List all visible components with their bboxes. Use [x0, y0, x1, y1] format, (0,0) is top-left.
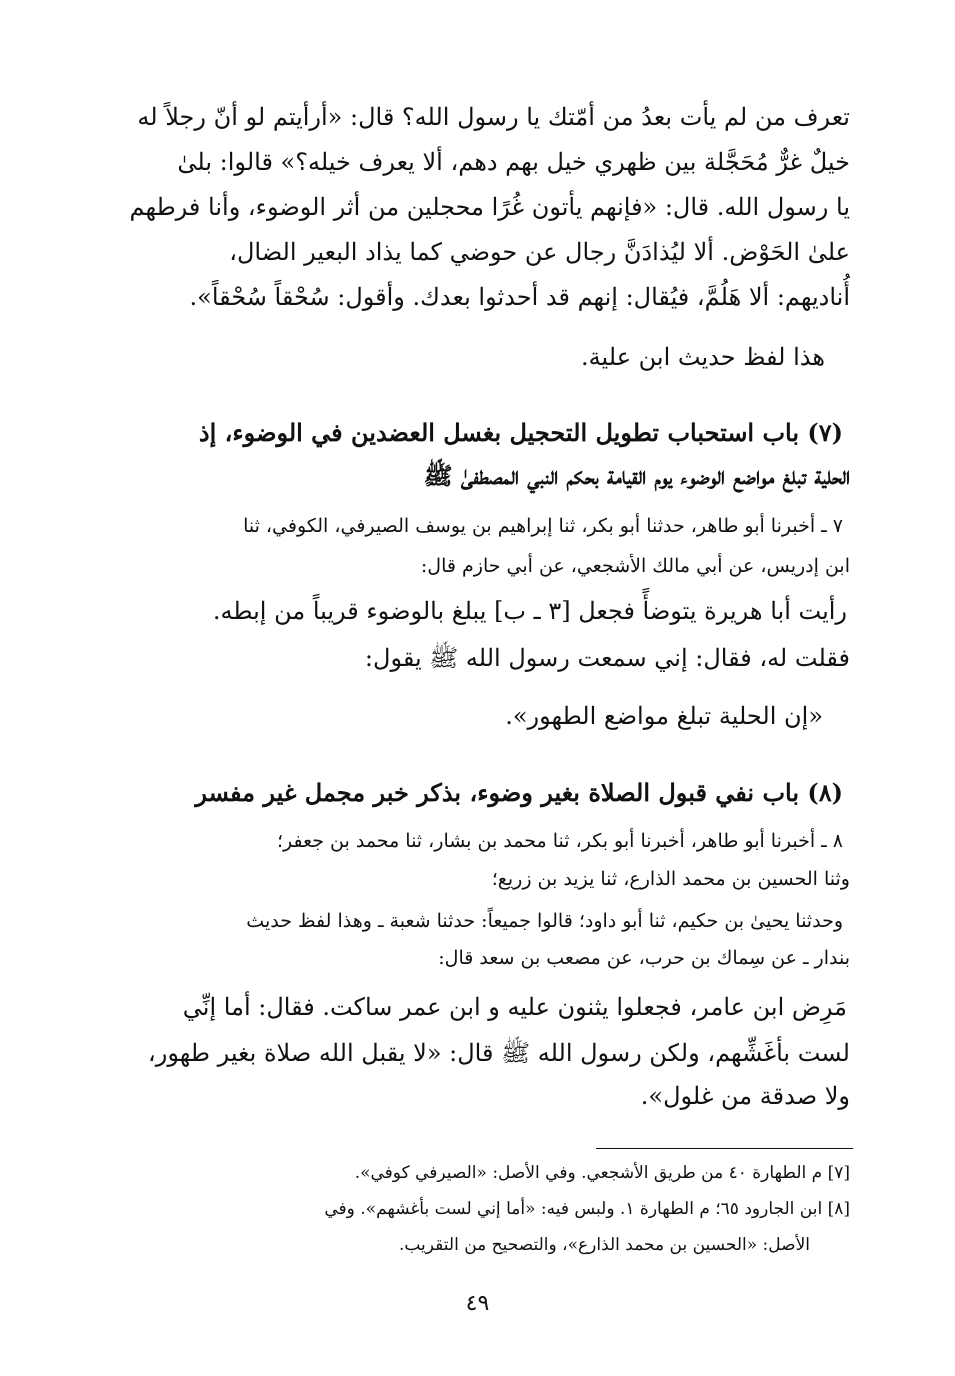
- paragraph-line: تعرف من لم يأت بعدُ من أمّتك يا رسول الله؟ قال: «أرأيتم لو أنّ رجلاً له: [137, 103, 850, 131]
- hadith-line: فقلت له، فقال: إني سمعت رسول الله ﷺ يقول:: [364, 644, 850, 672]
- hadith-line: ولا صدقة من غلول».: [640, 1082, 850, 1110]
- paragraph-line: يا رسول الله. قال: «فإنهم يأتون غُرًا محجلين من أثر الوضوء، وأنا فرطهم: [129, 193, 850, 221]
- paragraph-line: علىٰ الحَوْض. ألا ليُذادَنَّ رجال عن حوضي كما يذاد البعير الضال،: [229, 238, 850, 266]
- isnad-line: وحدثنا يحيىٰ بن حكيم، ثنا أبو داود؛ قالوا جميعاً: حدثنا شعبة ـ وهذا لفظ حديث: [246, 910, 843, 932]
- paragraph-closing: هذا لفظ حديث ابن علية.: [581, 343, 825, 371]
- isnad-line: ابن إدريس، عن أبي مالك الأشجعي، عن أبي حازم قال:: [420, 555, 850, 577]
- footnote: الأصل: «الحسين بن محمد الذارع»، والتصحيح من التقريب.: [398, 1235, 810, 1255]
- isnad-line: ٧ ـ أخبرنا أبو طاهر، حدثنا أبو بكر، ثنا إبراهيم بن يوسف الصيرفي، الكوفي، ثنا: [243, 515, 843, 537]
- footnote: [٨] ابن الجارود ٦٥؛ م الطهارة ١. ولبس فيه: «أما إني لست بأغشهم». وفي: [324, 1199, 850, 1219]
- chapter-7-heading: الحلية تبلغ مواضع الوضوء يوم القيامة بحكم النبي المصطفىٰ ﷺ: [423, 461, 850, 490]
- isnad-line: ٨ ـ أخبرنا أبو طاهر، أخبرنا أبو بكر، ثنا محمد بن بشار، ثنا محمد بن جعفر؛: [276, 830, 843, 852]
- hadith-line: مَرِض ابن عامر، فجعلوا يثنون عليه و ابن عمر ساكت. فقال: أما إنِّي: [182, 993, 847, 1021]
- isnad-line: بندار ـ عن سِماك بن حرب، عن مصعب بن سعد قال:: [438, 947, 850, 969]
- chapter-7-heading: (٧) باب استحباب تطويل التحجيل بغسل العضدين في الوضوء، إذ: [198, 418, 843, 447]
- footnote-divider: [596, 1148, 853, 1149]
- chapter-8-heading: (٨) باب نفي قبول الصلاة بغير وضوء، بذكر خبر مجمل غير مفسر: [195, 778, 843, 807]
- hadith-line: لست بأغَشِّهم، ولكن رسول الله ﷺ قال: «لا يقبل الله صلاة بغير طهور،: [148, 1039, 850, 1067]
- page-number: ٤٩: [465, 1291, 490, 1316]
- hadith-line: رأيت أبا هريرة يتوضأً فجعل [٣ ـ ب] يبلغ بالوضوء قريباً من إبطه.: [212, 597, 847, 625]
- footnote: [٧] م الطهارة ٤٠ من طريق الأشجعي. وفي الأصل: «الصيرفي كوفي».: [354, 1163, 850, 1183]
- paragraph-line: خيلٌ غرٌّ مُحَجَّلة بين ظهري خيل بهم دهم، ألا يعرف خيله؟» قالوا: بلىٰ: [177, 148, 850, 176]
- hadith-quote: «إن الحلية تبلغ مواضع الطهور».: [505, 702, 823, 730]
- paragraph-line: أُناديهم: ألا هَلُمَّ، فيُقال: إنهم قد أحدثوا بعدك. وأقول: سُحْقاً سُحْقاً».: [189, 283, 850, 311]
- isnad-line: وثنا الحسين بن محمد الذارع، ثنا يزيد بن زريع؛: [491, 868, 850, 890]
